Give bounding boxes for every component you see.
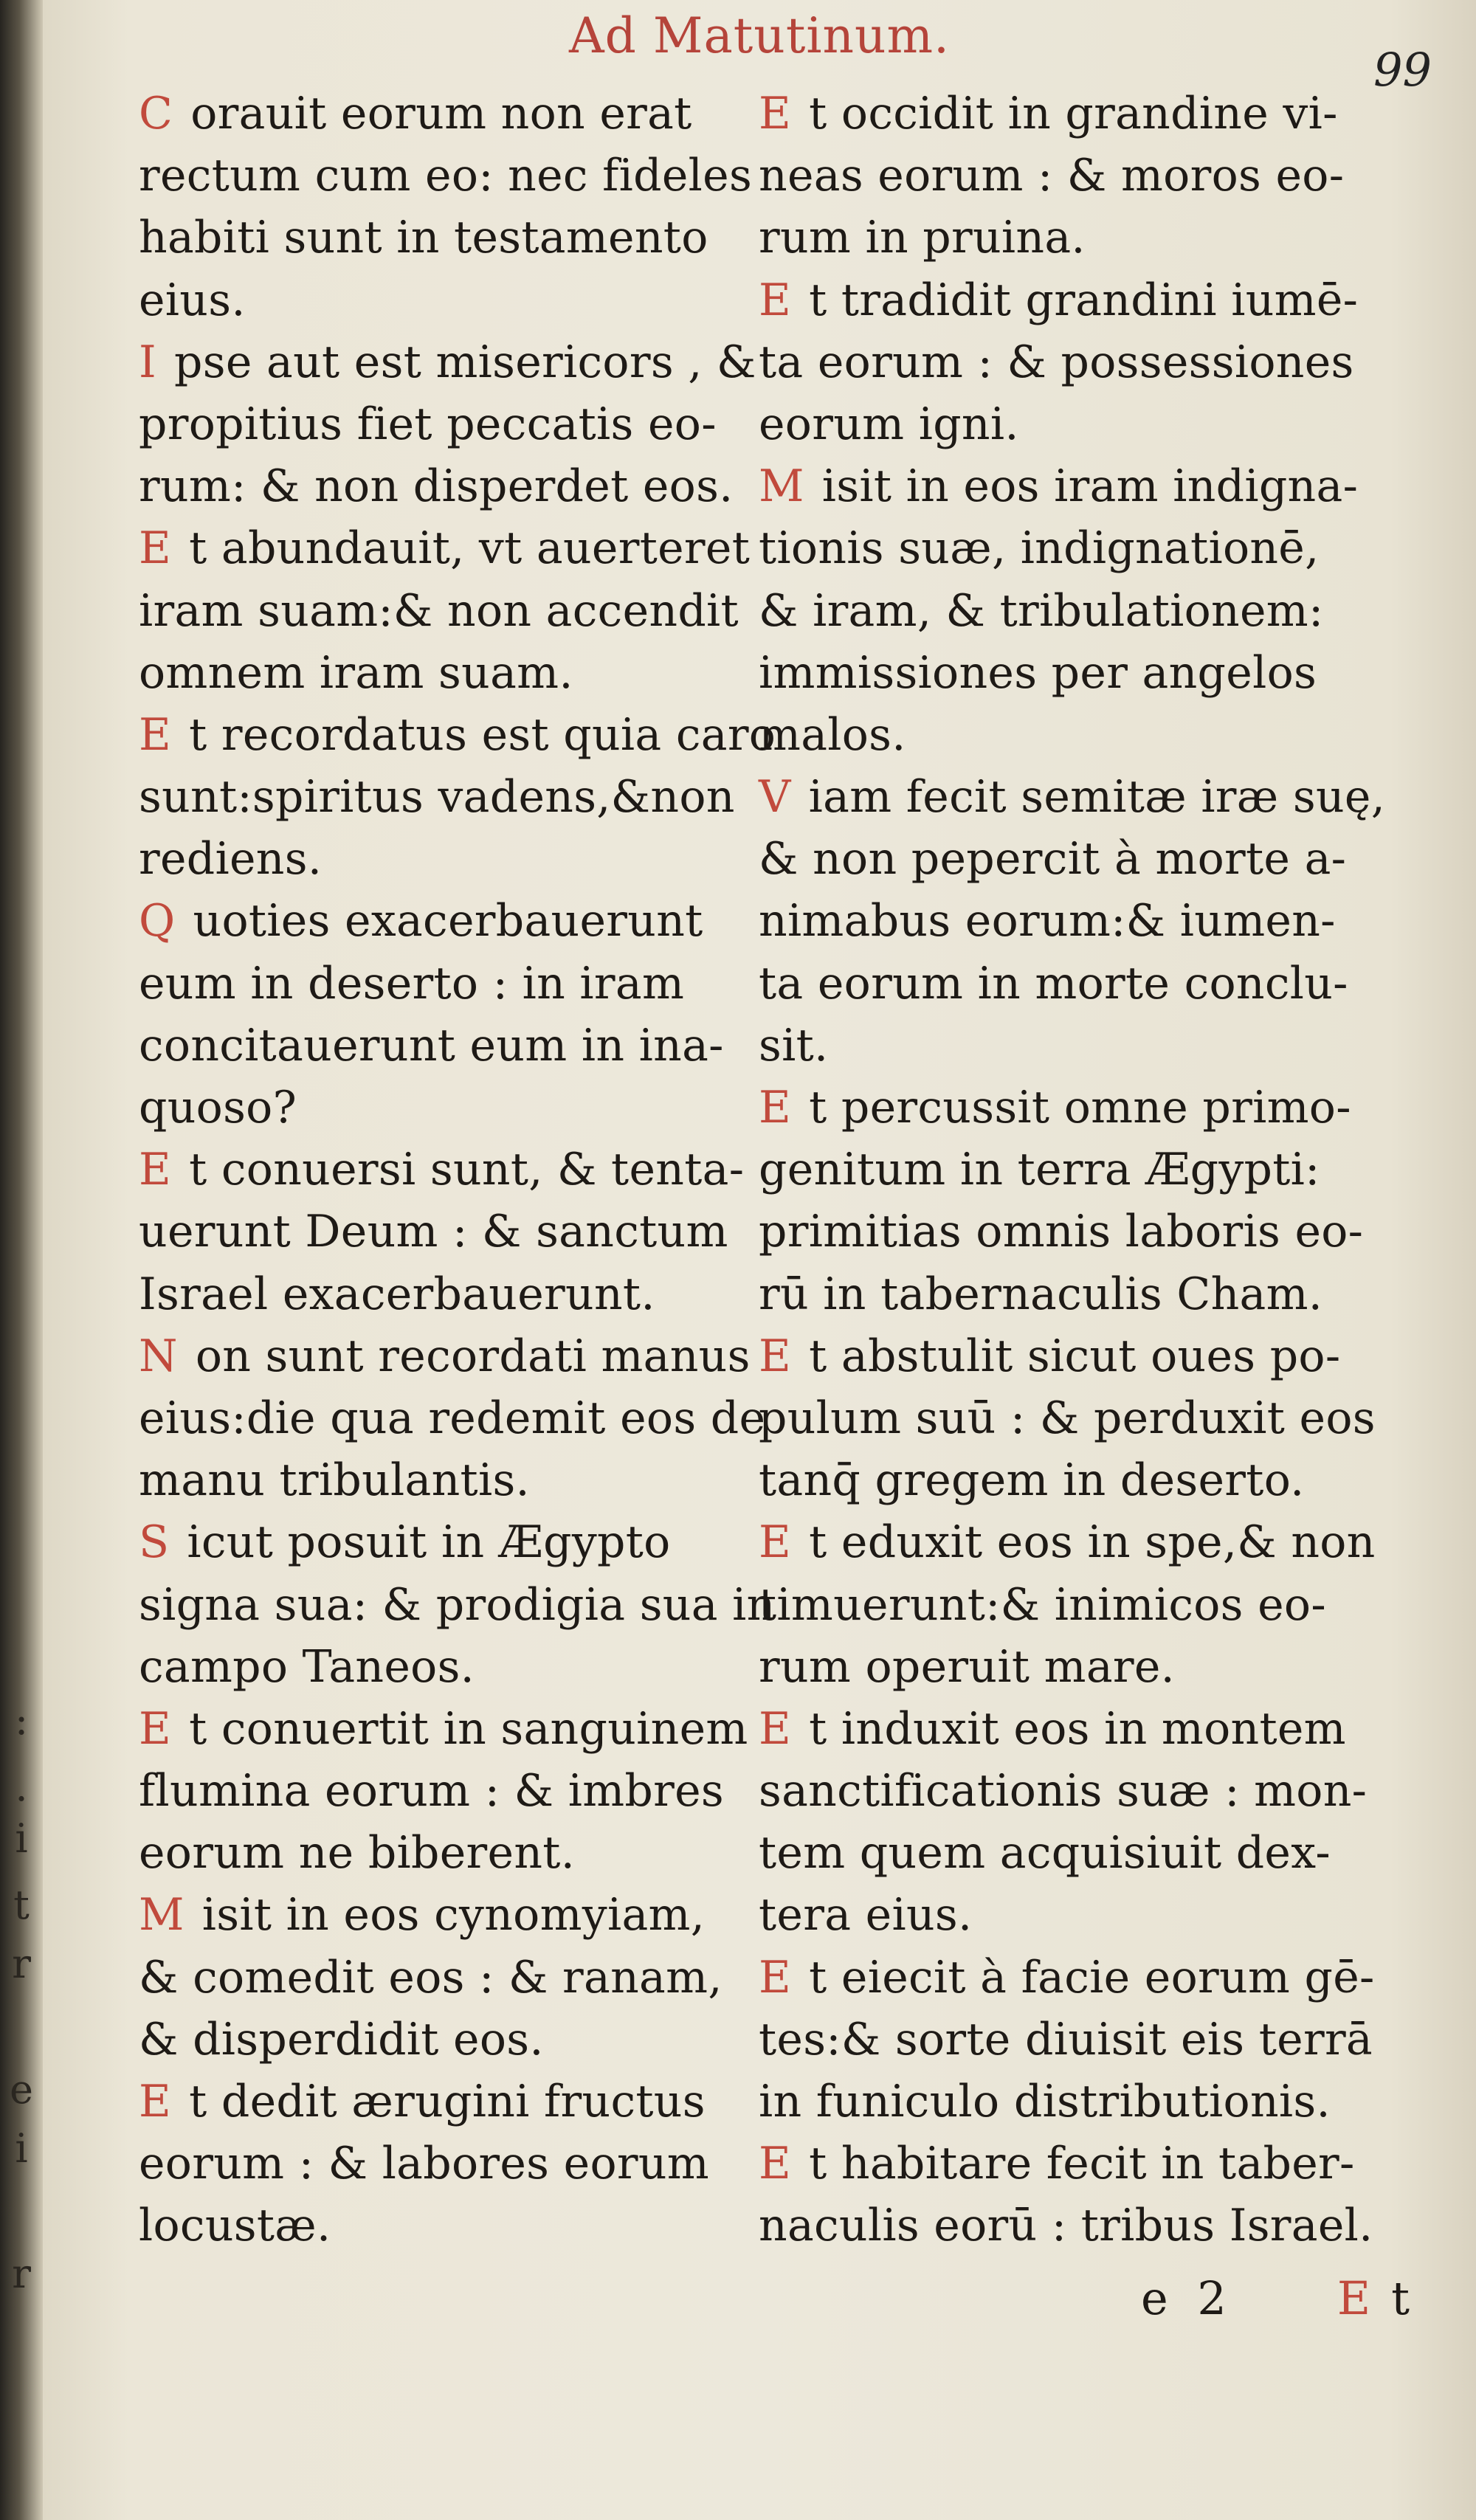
line-text: ta eorum in morte conclu-	[759, 957, 1348, 1009]
line-text: t percussit omne primo-	[809, 1082, 1351, 1133]
line-text: t habitare fecit in taber-	[809, 2138, 1355, 2190]
text-line	[139, 2071, 788, 2133]
line-text: tes:& sorte diuisit eis terrā	[759, 2013, 1373, 2065]
text-line	[139, 828, 788, 890]
line-text: signa sua: & prodigia sua in	[139, 1578, 776, 1631]
text-line	[759, 455, 1423, 517]
text-line	[139, 269, 788, 331]
text-line	[139, 2009, 788, 2071]
text-line	[759, 1263, 1423, 1325]
text-line	[139, 1947, 788, 2009]
text-line	[759, 1511, 1423, 1573]
rubricated-initial: M	[759, 460, 804, 513]
text-line	[759, 145, 1423, 207]
rubricated-initial: E	[759, 1330, 792, 1382]
text-line	[139, 207, 788, 269]
line-text: Israel exacerbauerunt.	[139, 1268, 655, 1320]
rubricated-initial: E	[139, 2076, 172, 2127]
text-line	[759, 517, 1423, 579]
text-line	[139, 2133, 788, 2195]
text-line	[139, 1263, 788, 1325]
line-text: eius:die qua redemit eos de	[139, 1392, 766, 1444]
line-text: t occidit in grandine vi-	[809, 88, 1338, 139]
text-line	[759, 393, 1423, 455]
line-text: t tradidit grandini iumē-	[809, 274, 1359, 326]
line-text: t induxit eos in montem	[809, 1702, 1346, 1755]
line-text: naculis eorū : tribus Israel.	[759, 2200, 1373, 2252]
line-text: in funiculo distributionis.	[759, 2076, 1331, 2127]
line-text: concitauerunt eum in ina-	[139, 1019, 724, 1071]
text-line	[139, 1698, 788, 1760]
text-line	[759, 2195, 1423, 2257]
margin-glyph: :	[14, 1697, 29, 1744]
text-line	[759, 1947, 1423, 2009]
margin-glyph: i	[15, 2125, 28, 2172]
catchword-initial: E	[1337, 2271, 1379, 2325]
text-line	[759, 828, 1423, 890]
line-text: rediens.	[139, 833, 323, 886]
line-text: t conuertit in sanguinem	[189, 1702, 748, 1755]
line-text: propitius fiet peccatis eo-	[139, 398, 717, 450]
rubricated-initial: S	[139, 1516, 170, 1569]
text-line	[759, 83, 1423, 145]
line-text: uoties exacerbauerunt	[193, 895, 703, 947]
rubricated-initial: E	[139, 708, 172, 761]
line-text: tem quem acquisiuit dex-	[759, 1827, 1331, 1879]
line-text: eorum igni.	[759, 398, 1019, 450]
text-line	[759, 1015, 1423, 1077]
line-text: eum in deserto : in iram	[139, 957, 685, 1009]
line-text: timuerunt:& inimicos eo-	[759, 1578, 1326, 1631]
left-text-column	[139, 83, 788, 2257]
text-line	[139, 83, 788, 145]
text-line	[139, 393, 788, 455]
folio-number: 99	[1373, 43, 1432, 97]
line-text: locustæ.	[139, 2200, 331, 2252]
line-text: t abstulit sicut oues po-	[809, 1330, 1341, 1382]
catchword: t	[1391, 2271, 1417, 2325]
line-text: rū in tabernaculis Cham.	[759, 1268, 1323, 1320]
margin-glyph: .	[15, 1764, 28, 1810]
margin-glyph: r	[12, 2251, 31, 2297]
line-text: uerunt Deum : & sanctum	[139, 1206, 728, 1258]
line-text: t recordatus est quia caro	[189, 708, 776, 761]
text-line	[139, 517, 788, 579]
rubricated-initial: C	[139, 88, 173, 139]
text-line	[139, 455, 788, 517]
line-text: sit.	[759, 1019, 829, 1071]
text-line	[759, 1636, 1423, 1698]
line-text: tera eius.	[759, 1889, 973, 1941]
line-text: iram suam:& non accendit	[139, 584, 739, 637]
text-line	[139, 145, 788, 207]
rubricated-initial: E	[139, 1702, 172, 1755]
text-line	[759, 953, 1423, 1015]
line-text: tanq̄ gregem in deserto.	[759, 1454, 1305, 1507]
line-text: eorum : & labores eorum	[139, 2138, 709, 2190]
text-line	[759, 1201, 1423, 1263]
text-line	[759, 2071, 1423, 2133]
text-line	[139, 1760, 788, 1822]
text-line	[139, 580, 788, 642]
line-text: & disperdidit eos.	[139, 2013, 544, 2065]
line-text: & iram, & tribulationem:	[759, 584, 1324, 637]
text-line	[139, 331, 788, 393]
rubricated-initial: V	[759, 771, 791, 824]
text-line	[139, 704, 788, 766]
rubricated-initial: E	[759, 274, 792, 326]
line-text: isit in eos iram indigna-	[821, 460, 1359, 513]
margin-glyph: r	[12, 1941, 31, 1987]
line-text: rum operuit mare.	[759, 1640, 1176, 1693]
line-text: rum in pruina.	[759, 212, 1086, 264]
line-text: flumina eorum : & imbres	[139, 1765, 724, 1817]
line-text: isit in eos cynomyiam,	[201, 1889, 706, 1941]
text-line	[139, 1574, 788, 1636]
text-line	[759, 1387, 1423, 1449]
book-page	[43, 0, 1476, 2520]
line-text: & comedit eos : & ranam,	[139, 1951, 723, 2003]
margin-glyph: t	[13, 1882, 30, 1928]
line-text: primitias omnis laboris eo-	[759, 1206, 1364, 1258]
text-line	[139, 1015, 788, 1077]
margin-glyph: e	[10, 2066, 33, 2113]
line-text: genitum in terra Ægypti:	[759, 1144, 1320, 1196]
text-line	[139, 2195, 788, 2257]
line-text: on sunt recordati manus	[195, 1330, 751, 1382]
line-text: habiti sunt in testamento	[139, 212, 708, 264]
text-line	[139, 766, 788, 828]
line-text: icut posuit in Ægypto	[187, 1516, 671, 1569]
line-text: rum: & non disperdet eos.	[139, 460, 734, 513]
margin-glyph: i	[15, 1815, 28, 1862]
signature-mark: e 2	[1140, 2271, 1234, 2325]
text-line	[139, 953, 788, 1015]
text-line	[759, 1449, 1423, 1511]
line-text: t eiecit à facie eorum gē-	[809, 1951, 1375, 2003]
line-text: ta eorum : & possessiones	[759, 336, 1354, 388]
text-line	[759, 2133, 1423, 2195]
line-text: orauit eorum non erat	[190, 88, 692, 139]
previous-page-edge	[0, 0, 43, 2520]
text-line	[139, 1511, 788, 1573]
line-text: manu tribulantis.	[139, 1454, 530, 1507]
text-line	[139, 1822, 788, 1884]
text-line	[759, 704, 1423, 766]
line-text: iam fecit semitæ iræ suę,	[808, 771, 1386, 824]
rubricated-initial: E	[139, 1144, 172, 1196]
text-line	[759, 1139, 1423, 1201]
right-text-column	[759, 83, 1423, 2257]
line-text: pse aut est misericors , &	[174, 336, 756, 388]
text-line	[759, 766, 1423, 828]
text-line	[759, 1325, 1423, 1387]
line-text: neas eorum : & moros eo-	[759, 150, 1345, 202]
text-line	[139, 1077, 788, 1139]
text-line	[139, 642, 788, 704]
rubricated-initial: E	[759, 2138, 792, 2190]
text-line	[759, 1760, 1423, 1822]
line-text: t conuersi sunt, & tenta-	[189, 1144, 745, 1196]
page-footer	[1141, 2271, 1417, 2325]
line-text: sunt:spiritus vadens,&non	[139, 771, 735, 824]
text-line	[759, 207, 1423, 269]
line-text: t abundauit, vt auerteret	[189, 522, 751, 575]
line-text: tionis suæ, indignationē,	[759, 522, 1320, 575]
text-line	[759, 2009, 1423, 2071]
rubricated-initial: E	[759, 1082, 792, 1133]
text-line	[139, 1387, 788, 1449]
line-text: pulum suū : & perduxit eos	[759, 1392, 1376, 1444]
text-line	[139, 1201, 788, 1263]
line-text: campo Taneos.	[139, 1640, 475, 1693]
text-line	[759, 269, 1423, 331]
line-text: nimabus eorum:& iumen-	[759, 895, 1336, 947]
line-text: t dedit ærugini fructus	[189, 2076, 706, 2127]
rubricated-initial: E	[759, 1702, 792, 1755]
line-text: sanctificationis suæ : mon-	[759, 1765, 1368, 1817]
text-line	[759, 580, 1423, 642]
text-line	[759, 1822, 1423, 1884]
line-text: t eduxit eos in spe,& non	[809, 1516, 1376, 1569]
text-line	[139, 1139, 788, 1201]
text-line	[139, 1636, 788, 1698]
text-line	[139, 890, 788, 952]
line-text: omnem iram suam.	[139, 646, 573, 699]
text-line	[139, 1325, 788, 1387]
rubricated-initial: Q	[139, 895, 176, 947]
text-line	[759, 331, 1423, 393]
line-text: & non pepercit à morte a-	[759, 833, 1347, 886]
rubricated-initial: E	[139, 522, 172, 575]
line-text: quoso?	[139, 1082, 297, 1133]
line-text: malos.	[759, 708, 906, 761]
rubricated-initial: E	[759, 88, 792, 139]
rubricated-initial: I	[139, 336, 157, 388]
text-line	[759, 890, 1423, 952]
rubricated-initial: E	[759, 1951, 792, 2003]
text-line	[759, 1077, 1423, 1139]
rubricated-initial: M	[139, 1889, 184, 1941]
text-line	[139, 1449, 788, 1511]
text-line	[759, 642, 1423, 704]
rubricated-initial: E	[759, 1516, 792, 1569]
text-line	[759, 1698, 1423, 1760]
line-text: eius.	[139, 274, 246, 326]
line-text: eorum ne biberent.	[139, 1827, 576, 1879]
text-line	[759, 1884, 1423, 1946]
text-line	[139, 1884, 788, 1946]
line-text: immissiones per angelos	[759, 646, 1317, 699]
line-text: rectum cum eo: nec fideles	[139, 150, 753, 202]
text-line	[759, 1574, 1423, 1636]
rubricated-initial: N	[139, 1330, 178, 1382]
running-head: Ad Matutinum.	[568, 7, 951, 64]
